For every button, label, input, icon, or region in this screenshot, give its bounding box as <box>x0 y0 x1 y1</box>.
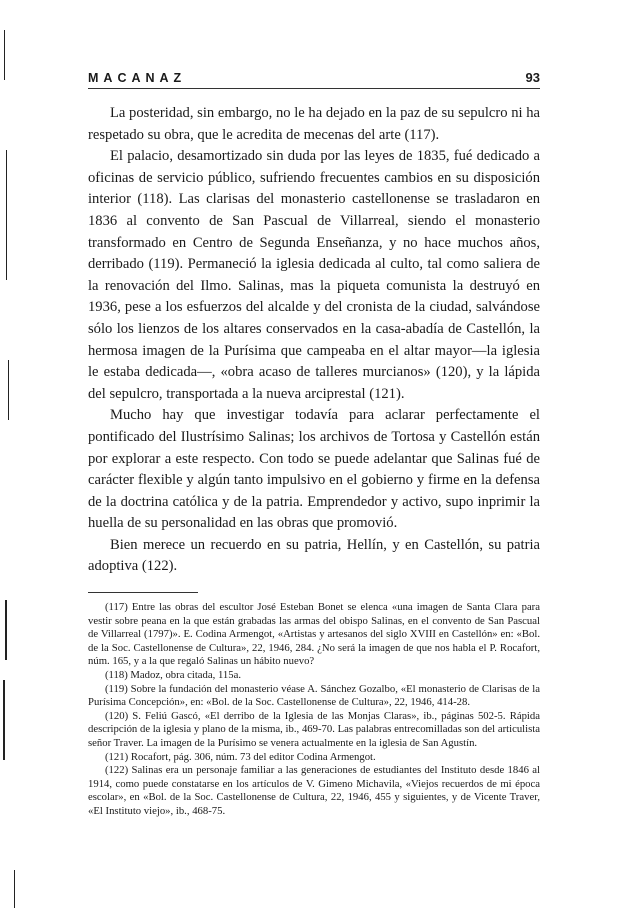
footnotes <box>88 601 540 819</box>
page-number: 93 <box>525 70 540 85</box>
running-title: MACANAZ <box>88 71 187 85</box>
running-head <box>88 70 540 89</box>
body-paragraph: La posteridad, sin embargo, no le ha dejado en la paz de su sepulcro ni ha respetado su obra, que le acredita de mecenas del arte (117). <box>88 105 540 143</box>
body-paragraph: El palacio, desamortizado sin duda por las leyes de 1835, fué dedicado a oficinas de servicio público, sufriendo frecuentes cambios en su disposición interior (118). Las clarisas del monasterio castellonense se trasladaron en 1836 al convento de San Pascual de Villarreal, siendo el monasterio transformado en Centro de Segunda Enseñanza, y no hace muchos años, derribado (119). Permaneció la iglesia dedicada al culto, tal como saliera de la renovación del Ilmo. Salinas, mas la piqueta comunista la destruyó en 1936, pese a los esfuerzos del alcalde y del cronista de la ciudad, salvándose sólo los lienzos de los altares conservados en la casa-abadía de Castellón, la hermosa imagen de la Purísima que campeaba en el altar mayor—la iglesia le estaba dedicada—, «obra acaso de talleres murcianos» (120), y la lápida del sepulcro, transportada a la nueva arciprestal (121). <box>88 148 540 402</box>
scan-edge-mark <box>4 30 5 80</box>
footnote-separator <box>88 592 198 593</box>
body-paragraph: Mucho hay que investigar todavía para aclarar perfectamente el pontificado del Ilustrísimo Salinas; los archivos de Tortosa y Castellón están por explorar a este respecto. Con todo se puede adelantar que Salinas fué de carácter flexible y algún tanto impulsivo en el gobierno y firme en la defensa de la doctrina católica y de la patria. Emprendedor y activo, supo inprimir la huella de su personalidad en las obras que promovió. <box>88 407 540 532</box>
footnote: (118) Madoz, obra citada, 115a. <box>105 669 242 682</box>
footnote: (120) S. Feliú Gascó, «El derribo de la Iglesia de las Monjas Claras», ib., páginas 502-5. Rápida descripción de la iglesia y plano de la misma, ib., 469-70. Las palabras entrecomilladas son del articulista señor Traver. La imagen de la Purísimo se venera actualmente en la iglesia de San Agustín. <box>88 709 540 749</box>
scan-edge-mark <box>14 870 15 908</box>
footnote: (122) Salinas era un personaje familiar a las generaciones de estudiantes del Instituto desde 1846 al 1914, como puede constatarse en los artículos de V. Gimeno Michavila, «Viejos recuerdos de mi época escolar», en «Bol. de la Soc. Castellonense de Cultura, 22, 1946, 455 y siguientes, y de Vicente Traver, «El Instituto viejo», ib., 468-75. <box>88 764 540 817</box>
body-paragraph: Bien merece un recuerdo en su patria, Hellín, y en Castellón, su patria adoptiva (122). <box>88 536 540 575</box>
footnote: (119) Sobre la fundación del monasterio véase A. Sánchez Gozalbo, «El monasterio de Clarisas de la Purísima Concepción», en: «Bol. de la Soc. Castellonense de Cultura», 22, 1946, 414-28. <box>88 682 540 709</box>
scan-edge-mark <box>3 680 5 760</box>
scan-edge-mark <box>5 600 7 660</box>
footnote: (121) Rocafort, pág. 306, núm. 73 del editor Codina Armengot. <box>105 750 376 763</box>
scan-edge-mark <box>8 360 9 420</box>
footnote: (117) Entre las obras del escultor José Esteban Bonet se elenca «una imagen de Santa Clara para vestir sobre peana en la que están grabadas las armas del obispo Salinas, en el convento de San Pascual de Villarreal (1797)». E. Codina Armengot, «Artistas y artesanos del siglo XVIII en Castellón» en: «Bol. de la Soc. Castellonense de Cultura», 22, 1946, 284. ¿No será la imagen de que nos habla el P. Rocafort, núm. 165, y a la que regaló Salinas un hábito nuevo? <box>88 601 540 668</box>
book-page <box>88 70 540 819</box>
scan-edge-mark <box>6 150 7 280</box>
body-text <box>88 103 540 578</box>
